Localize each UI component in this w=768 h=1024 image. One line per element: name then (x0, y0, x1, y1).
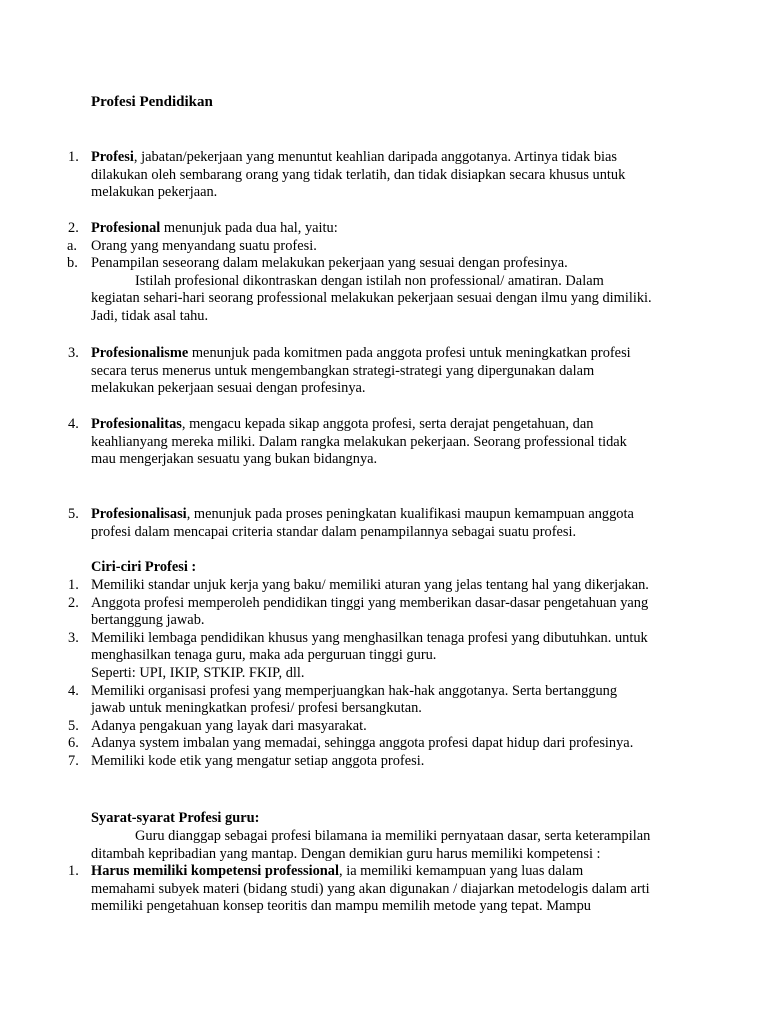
text: kegiatan sehari-hari seorang professional melakukan pekerjaan sesuai dengan ilmu yang dimiliki. (91, 290, 652, 307)
text: , ia memiliki kemampuan yang luas dalam (339, 863, 584, 880)
list-item (0, 630, 678, 683)
list-item (0, 863, 678, 916)
page-title: Profesi Pendidikan (91, 94, 213, 110)
text: melakukan pekerjaan sesuai dengan profesinya. (91, 380, 366, 397)
text: , jabatan/pekerjaan yang menuntut keahlian daripada anggotanya. Artinya tidak bias (133, 149, 618, 165)
syarat-heading: Syarat-syarat Profesi guru: (91, 810, 260, 826)
text: Jadi, tidak asal tahu. (91, 307, 209, 324)
syarat-intro (0, 828, 678, 863)
text: Seperti: UPI, IKIP, STKIP. FKIP, dll. (91, 664, 305, 681)
item-number: 2. (68, 594, 79, 611)
list-item (0, 735, 678, 753)
text: secara terus menerus untuk mengembangkan strategi-strategi yang dipergunakan dalam (91, 362, 595, 379)
sub-item-letter: b. (67, 255, 78, 272)
text: melakukan pekerjaan. (91, 184, 218, 201)
item-number: 4. (68, 416, 79, 432)
ciri-list (0, 577, 768, 771)
text: Adanya pengakuan yang layak dari masyarakat. (91, 717, 367, 734)
item-number: 5. (68, 506, 79, 522)
text: Anggota profesi memperoleh pendidikan tinggi yang memberikan dasar-dasar pengetahuan yang (91, 594, 649, 611)
text: Guru dianggap sebagai profesi bilamana ia memiliki pernyataan dasar, serta keterampilan (135, 828, 651, 844)
item-number: 6. (68, 735, 79, 752)
item-number: 3. (68, 629, 79, 646)
item-number: 7. (68, 752, 79, 769)
list-item (0, 577, 678, 595)
text: Memiliki lembaga pendidikan khusus yang menghasilkan tenaga profesi yang dibutuhkan. untuk (91, 629, 648, 646)
item-number: 5. (68, 717, 79, 734)
definition-item-4 (0, 416, 768, 469)
term: Profesionalisasi (91, 506, 187, 522)
term: Profesi (91, 149, 134, 165)
text: profesi dalam mencapai criteria standar dalam penampilannya sebagai suatu profesi. (91, 523, 577, 540)
text: bertanggung jawab. (91, 612, 205, 629)
text: Memiliki standar unjuk kerja yang baku/ memiliki aturan yang jelas tentang hal yang dikerjakan. (91, 577, 649, 593)
text: jawab untuk meningkatkan profesi/ profesi bersangkutan. (91, 700, 422, 717)
term: Harus memiliki kompetensi professional (91, 863, 339, 880)
ciri-heading: Ciri-ciri Profesi : (91, 559, 197, 575)
text: Adanya system imbalan yang memadai, sehingga anggota profesi dapat hidup dari profesinya. (91, 735, 634, 752)
list-item (0, 718, 678, 736)
item-number: 1. (68, 577, 79, 593)
text: , menunjuk pada proses peningkatan kualifikasi maupun kemampuan anggota (186, 506, 634, 522)
syarat-section (0, 828, 768, 916)
list-item (0, 683, 678, 718)
sub-item-text: Orang yang menyandang suatu profesi. (91, 237, 317, 254)
text: ditambah kepribadian yang mantap. Dengan demikian guru harus memiliki kompetensi : (91, 845, 601, 862)
definition-item-5 (0, 506, 768, 541)
term: Profesional (91, 220, 161, 236)
term: Profesionalisme (91, 345, 189, 361)
text: , mengacu kepada sikap anggota profesi, serta derajat pengetahuan, dan (181, 416, 594, 432)
sub-item-text: Penampilan seseorang dalam melakukan pekerjaan yang sesuai dengan profesinya. (91, 255, 568, 272)
text: Memiliki organisasi profesi yang memperjuangkan hak-hak anggotanya. Serta bertanggung (91, 682, 618, 699)
text: menunjuk pada dua hal, yaitu: (160, 220, 338, 236)
list-item (0, 753, 678, 771)
item-number: 1. (68, 863, 79, 880)
text: menghasilkan tenaga guru, maka ada perguruan tinggi guru. (91, 647, 437, 664)
item-number: 3. (68, 345, 79, 361)
text: memiliki pengetahuan konsep teoritis dan mampu memilih metode yang tepat. Mampu (91, 898, 591, 915)
item-number: 4. (68, 682, 79, 699)
item-number: 1. (68, 149, 79, 165)
list-item (0, 595, 678, 630)
definition-item-1 (0, 149, 768, 202)
term: Profesionalitas (91, 416, 182, 432)
text: keahlianyang mereka miliki. Dalam rangka melakukan pekerjaan. Seorang professional tidak (91, 433, 627, 450)
sub-item-letter: a. (67, 237, 77, 254)
text: Istilah profesional dikontraskan dengan istilah non professional/ amatiran. Dalam (135, 272, 604, 289)
text: dilakukan oleh sembarang orang yang tidak terlatih, dan tidak disiapkan secara khusus untuk (91, 166, 626, 183)
definition-item-2 (0, 220, 768, 326)
definition-item-3 (0, 345, 768, 398)
text: mau mengerjakan sesuatu yang bukan bidangnya. (91, 451, 378, 468)
text: memahami subyek materi (bidang studi) yang akan digunakan / diajarkan metodelogis dalam arti (91, 880, 650, 897)
text: menunjuk pada komitmen pada anggota profesi untuk meningkatkan profesi (188, 345, 631, 361)
item-number: 2. (68, 220, 79, 236)
text: Memiliki kode etik yang mengatur setiap anggota profesi. (91, 752, 425, 769)
